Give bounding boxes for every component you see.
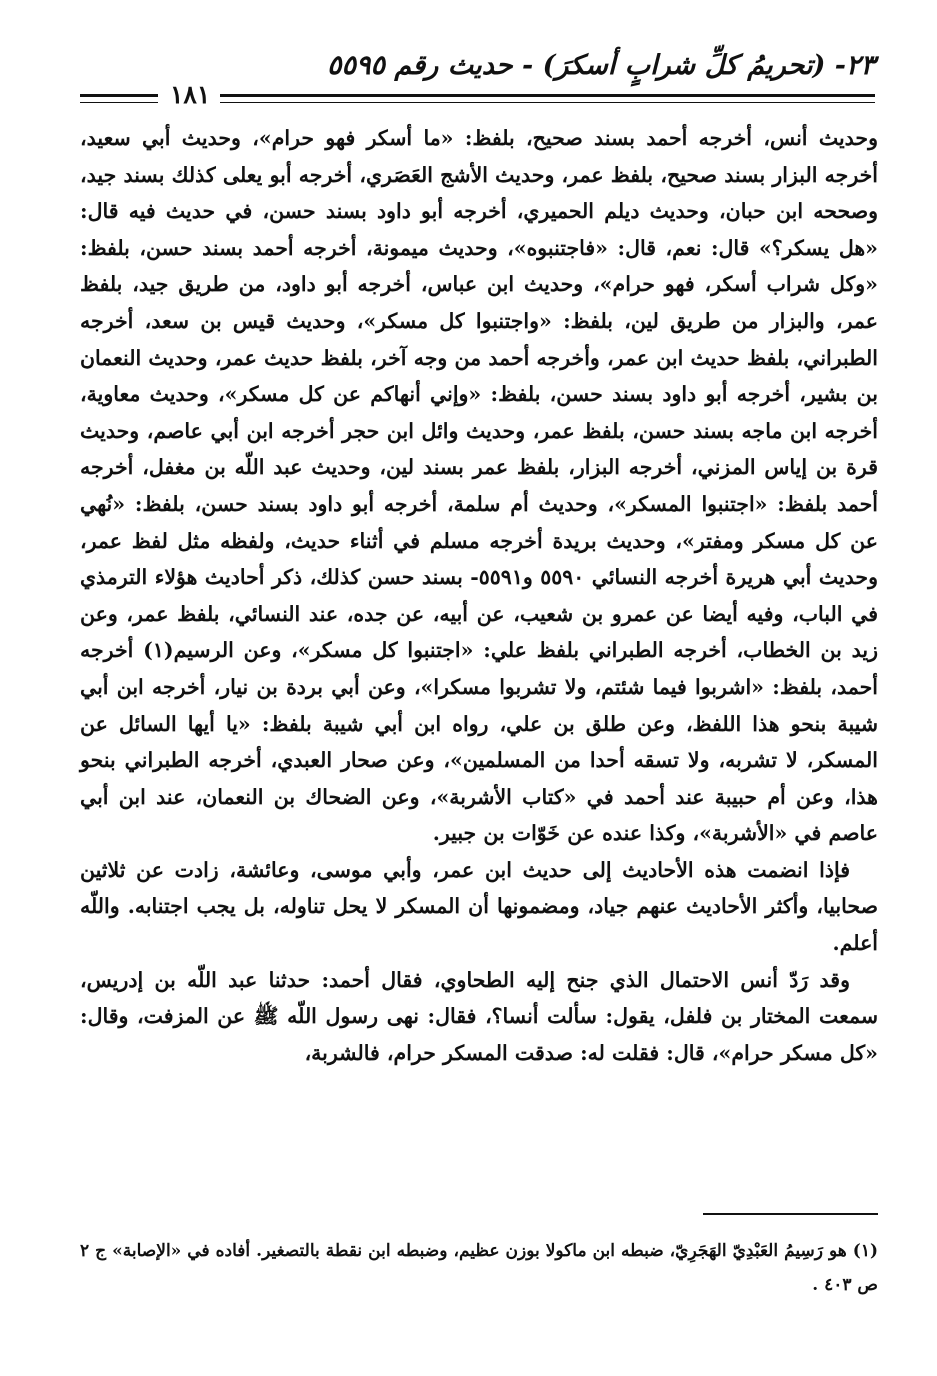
paragraph-1: وحديث أنس، أخرجه أحمد بسند صحيح، بلفظ: «ما أسكر فهو حرام»، وحديث أبي سعيد، أخرجه البزار بسند صحيح، بلفظ عمر، وحديث الأشج العَصَري، أخرجه أبو يعلى كذلك بسند جيد، وصححه ابن حبان، وحديث ديلم الحميري، أخرجه أبو داود بسند حسن، في حديث فيه قال: «هل يسكر؟» قال: نعم، قال: «فاجتنبوه»، وحديث ميمونة، أخرجه أحمد بسند حسن، بلفظ: «وكل شراب أسكر، فهو حرام»، وحديث ابن عباس، أخرجه أبو داود، من طريق جيد، بلفظ عمر، والبزار من طريق لين، بلفظ: «واجتنبوا كل مسكر»، وحديث قيس بن سعد، أخرجه الطبراني، بلفظ حديث ابن عمر، وأخرجه أحمد من وجه آخر، بلفظ حديث عمر، وحديث النعمان بن بشير، أخرجه أبو داود بسند حسن، بلفظ: «وإني أنهاكم عن كل مسكر»، وحديث معاوية، أخرجه ابن ماجه بسند حسن، بلفظ عمر، وحديث وائل ابن حجر أخرجه ابن أبي عاصم، وحديث قرة بن إياس المزني، أخرجه البزار، بلفظ عمر بسند لين، وحديث عبد اللّه بن مغفل، أخرجه أحمد بلفظ: «اجتنبوا المسكر»، وحديث أم سلمة، أخرجه أبو داود بسند حسن، بلفظ: «نُهي عن كل مسكر ومفتر»، وحديث بريدة أخرجه مسلم في أثناء حديث، ولفظه مثل لفظ عمر، وحديث أبي هريرة أخرجه النسائي ٥٥٩٠ و٥٥٩١- بسند حسن كذلك، ذكر أحاديث هؤلاء الترمذي في الباب، وفيه أيضا عن عمرو بن شعيب، عن أبيه، عن جده، عند النسائي، بلفظ عمر، وعن زيد بن الخطاب، أخرجه الطبراني بلفظ علي: «اجتنبوا كل مسكر»، وعن الرسيم(١) أخرجه أحمد، بلفظ: «اشربوا فيما شئتم، ولا تشربوا مسكرا»، وعن أبي بردة بن نيار، أخرجه ابن أبي شيبة بنحو هذا اللفظ، وعن طلق بن علي، رواه ابن أبي شيبة بلفظ: «يا أيها السائل عن المسكر، لا تشربه، ولا تسقه أحدا من المسلمين»، وعن صحار العبدي، أخرجه الطبراني بنحو هذا، وعن أم حبيبة عند أحمد في «كتاب الأشربة»، وعن الضحاك بن النعمان، عند ابن أبي عاصم في «الأشربة»، وكذا عنده عن خَوّات بن جبير. — [80, 126, 878, 846]
footnote — [80, 1234, 878, 1302]
paragraph-3: وقد رَدّ أنس الاحتمال الذي جنح إليه الطحاوي، فقال أحمد: حدثنا عبد اللّه بن إدريس، سمعت المختار بن فلفل، يقول: سألت أنسا؟، فقال: نهى رسول اللّه ﷺ عن المزفت، وقال: «كل مسكر حرام»، قال: فقلت له: صدقت المسكر حرام، فالشربة، — [80, 967, 878, 1065]
paragraph-2: فإذا انضمت هذه الأحاديث إلى حديث ابن عمر، وأبي موسى، وعائشة، زادت عن ثلاثين صحابيا، وأكثر الأحاديث عنهم جياد، ومضمونها أن المسكر لا يحل تناوله، بل يجب اجتنابه. واللّه أعلم. — [80, 857, 878, 956]
header-rule-left-thick — [80, 94, 158, 97]
header-rule-thin — [220, 102, 875, 103]
header-rule-left-thin — [80, 102, 158, 103]
main-text — [80, 120, 878, 1071]
page-number: ١٨١ — [170, 80, 211, 109]
running-header — [80, 44, 875, 109]
footnote-separator — [703, 1213, 878, 1215]
chapter-title: ٢٣- (تحريمُ كلِّ شرابٍ أسكرَ) - حديث رقم ٥٥٩٥ — [327, 50, 875, 81]
header-rule-thick — [220, 94, 875, 97]
footnote-text: (١) هو رَسِيمُ العَبْدِيّ الهَجَرِيّ، ضبطه ابن ماكولا بوزن عظيم، وضبطه ابن نقطة بالتصغير. أفاده في «الإصابة» ج ٢ ص ٤٠٣ . — [80, 1241, 878, 1295]
